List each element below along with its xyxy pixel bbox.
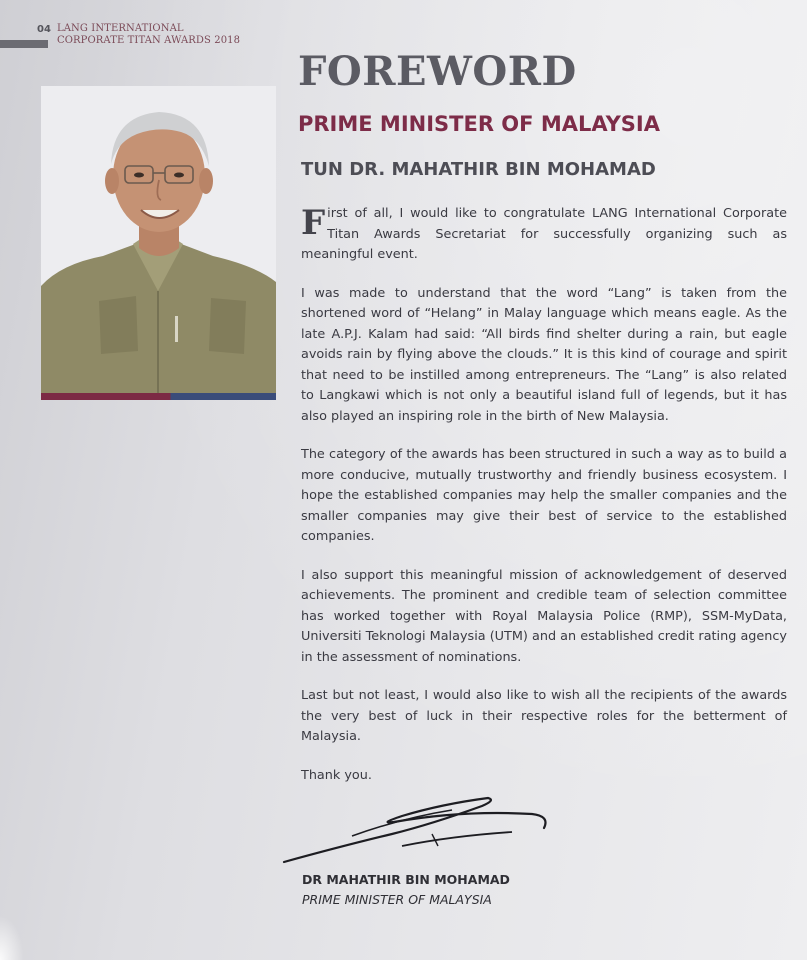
paragraph-1-text: irst of all, I would like to congratulate LANG International Corporate Titan Awards Secretariat for successfully organizing such as meaningful event. [301,206,787,262]
author-name-heading: TUN DR. MAHATHIR BIN MOHAMAD [301,159,656,180]
portrait-photo [41,86,276,394]
page-title: FOREWORD [298,48,577,95]
publication-title-line2: CORPORATE TITAN AWARDS 2018 [57,35,241,46]
signatory-title: PRIME MINISTER OF MALAYSIA [302,892,492,907]
paragraph-4: I also support this meaningful mission of acknowledgement of deserved achievements. The prominent and credible team of selection committee has worked together with Royal Malaysia Police (RMP), SSM-MyData, Universiti Teknologi Malaysia (UTM) and an established credit rating agency in the assessment of nominations. [301,567,787,665]
paragraph-1 [301,204,787,266]
page-corner-highlight [0,915,24,960]
paragraph-6-closing: Thank you. [301,767,372,783]
signatory-name: DR MAHATHIR BIN MOHAMAD [302,872,510,887]
handwritten-signature [282,788,557,868]
header-bar [0,40,48,48]
photo-accent-strip [41,393,276,400]
paragraph-2: I was made to understand that the word “Lang” is taken from the shortened word of “Helang” in Malay language which means eagle. As the late A.P.J. Kalam had said: “All birds find shelter during a rain, but eagle avoids rain by flying above the clouds.” It is this kind of courage and spirit that need to be instilled among entrepreneurs. The “Lang” is also related to Langkawi which is not only a beautiful island full of legends, but it has also played an inspiring role in the birth of New Malaysia. [301,285,787,424]
dropcap-letter: F [301,203,326,243]
paragraph-3: The category of the awards has been structured in such a way as to build a more conducive, mutually trustworthy and friendly business ecosystem. I hope the established companies may help the smaller companies and the smaller companies may give their best of service to the established companies. [301,447,787,544]
foreword-body [301,204,787,804]
portrait-illustration [41,86,276,394]
page-number: 04 [37,24,51,35]
paragraph-5: Last but not least, I would also like to wish all the recipients of the awards the very best of luck in their respective roles for the betterment of Malaysia. [301,688,787,744]
publication-title-line1: LANG INTERNATIONAL [57,23,184,34]
subtitle-position: PRIME MINISTER OF MALAYSIA [298,112,660,136]
